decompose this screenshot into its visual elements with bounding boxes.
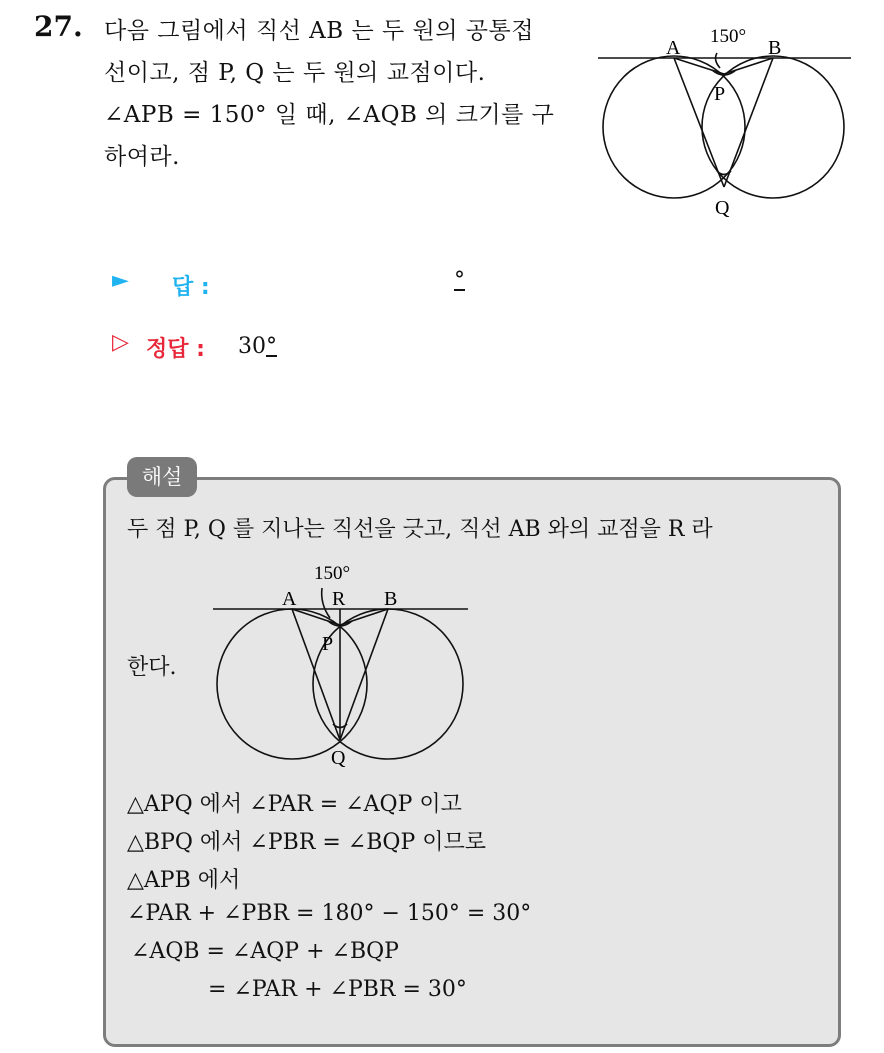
segment-ap bbox=[292, 609, 340, 625]
label-q: Q bbox=[331, 747, 346, 769]
solution-diagram bbox=[210, 558, 472, 770]
correct-answer bbox=[238, 334, 277, 359]
two-circles-diagram bbox=[596, 20, 856, 225]
segment-bp bbox=[340, 609, 388, 625]
label-angle: 150° bbox=[314, 563, 351, 584]
right-circle bbox=[702, 56, 844, 198]
label-angle: 150° bbox=[710, 26, 747, 47]
correct-label: 정답 : bbox=[146, 337, 205, 362]
solution-line: ∠AQB = ∠AQP + ∠BQP bbox=[131, 939, 399, 964]
label-b: B bbox=[384, 588, 398, 610]
answer-label: 답 : bbox=[172, 275, 210, 300]
solution-figure bbox=[210, 558, 472, 774]
label-p: P bbox=[322, 633, 334, 655]
label-a: A bbox=[666, 37, 681, 59]
label-r: R bbox=[332, 588, 346, 610]
question-line: 하여라. bbox=[104, 144, 180, 170]
label-b: B bbox=[768, 37, 782, 59]
segment-aq bbox=[292, 609, 340, 740]
answer-marker: ► bbox=[112, 268, 129, 293]
solution-line: △APB 에서 bbox=[127, 868, 241, 893]
solution-line: = ∠PAR + ∠PBR = 30° bbox=[208, 977, 467, 1002]
question-line: ∠APB = 150° 일 때, ∠AQB 의 크기를 구 bbox=[104, 102, 555, 128]
label-p: P bbox=[714, 83, 726, 105]
solution-line: △BPQ 에서 ∠PBR = ∠BQP 이므로 bbox=[127, 830, 486, 855]
solution-intro-end: 한다. bbox=[127, 655, 177, 680]
angle-pointer bbox=[716, 53, 720, 68]
segment-bq bbox=[724, 58, 773, 187]
segment-bq bbox=[340, 609, 388, 740]
solution-line: ∠PAR + ∠PBR = 180° − 150° = 30° bbox=[127, 901, 532, 926]
solution-tag: 해설 bbox=[127, 457, 197, 497]
question-number: 27. bbox=[34, 10, 83, 43]
left-circle bbox=[217, 609, 367, 759]
question-line: 선이고, 점 P, Q 는 두 원의 교점이다. bbox=[104, 60, 486, 86]
label-q: Q bbox=[715, 197, 730, 219]
segment-aq bbox=[674, 58, 724, 187]
solution-intro: 두 점 P, Q 를 지나는 직선을 긋고, 직선 AB 와의 교점을 R 라 bbox=[127, 517, 713, 542]
correct-unit: ° bbox=[266, 334, 277, 359]
question-figure bbox=[596, 20, 856, 229]
solution-line: △APQ 에서 ∠PAR = ∠AQP 이고 bbox=[127, 792, 462, 817]
answer-blank-unit: ° bbox=[454, 268, 465, 293]
right-circle bbox=[313, 609, 463, 759]
question-text bbox=[104, 10, 574, 178]
label-a: A bbox=[282, 588, 297, 610]
correct-marker: ▷ bbox=[112, 330, 129, 355]
question-line: 다음 그림에서 직선 AB 는 두 원의 공통접 bbox=[104, 18, 534, 44]
correct-value: 30 bbox=[238, 334, 266, 359]
angle-pointer bbox=[322, 588, 330, 618]
left-circle bbox=[603, 56, 745, 198]
